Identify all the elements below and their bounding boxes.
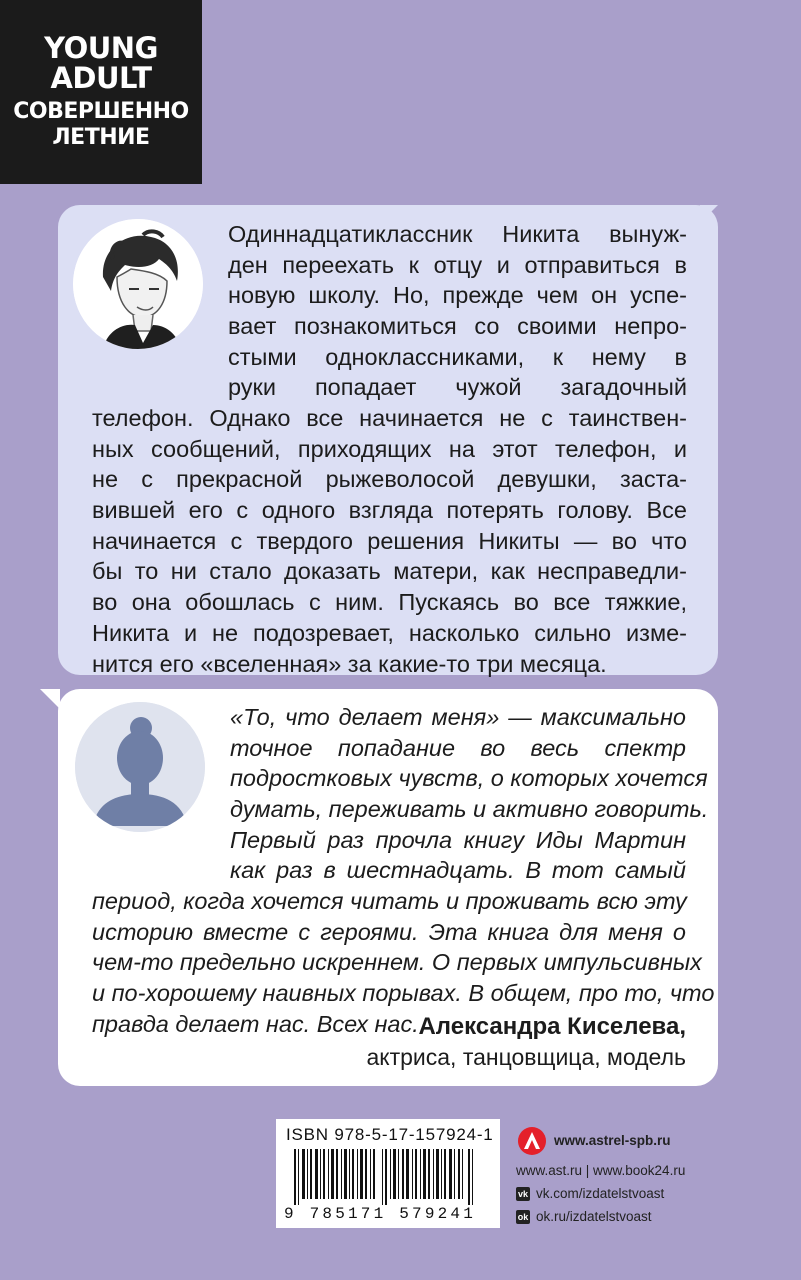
description-line: бы то ни стало доказать матери, как несправедли- bbox=[92, 558, 687, 585]
series-line-sovershenno: СОВЕРШЕННО bbox=[13, 99, 189, 124]
review-line: точное попадание во весь спектр bbox=[230, 734, 686, 761]
isbn-barcode-box bbox=[276, 1119, 500, 1228]
review-line: чем-то предельно искреннем. О первых импульсивных bbox=[92, 949, 702, 976]
review-block-narrow bbox=[230, 702, 709, 886]
description-line: новую школу. Но, прежде чем он успе- bbox=[228, 282, 687, 309]
description-line: ных сообщений, приходящих на этот телефон, и bbox=[92, 435, 687, 462]
description-block-narrow bbox=[228, 219, 687, 403]
publisher-sites-text[interactable]: www.ast.ru | www.book24.ru bbox=[516, 1163, 686, 1178]
series-line-young: YOUNG bbox=[44, 31, 158, 65]
description-line: руки попадает чужой загадочный bbox=[228, 374, 687, 401]
description-line: Одиннадцатиклассник Никита вынуж- bbox=[228, 221, 687, 247]
ast-logo-icon bbox=[518, 1127, 546, 1155]
description-line: Никита и не подозревает, насколько сильно изме- bbox=[92, 619, 687, 646]
review-author-role: актриса, танцовщица, модель bbox=[366, 1044, 686, 1070]
review-line: Первый раз прочла книгу Иды Мартин bbox=[230, 826, 686, 853]
description-line: нится его «вселенная» за какие-то три месяца. bbox=[92, 650, 607, 677]
description-line: стыми одноклассниками, к нему в bbox=[228, 343, 687, 370]
barcode-icon bbox=[294, 1149, 484, 1205]
review-line: подростковых чувств, о которых хочется bbox=[230, 765, 708, 792]
review-line: «То, что делает меня» — максимально bbox=[230, 704, 686, 730]
barcode-digits: 9 785171 579241 bbox=[284, 1205, 477, 1223]
description-line: вившей его с одного взгляда потерять голову. Все bbox=[92, 497, 687, 524]
review-line: правда делает нас. Всех нас. bbox=[92, 1010, 419, 1037]
astrel-site-link[interactable]: www.astrel-spb.ru bbox=[554, 1133, 671, 1148]
ok-link[interactable] bbox=[516, 1209, 652, 1224]
character-portrait-icon bbox=[73, 219, 203, 349]
vk-icon: vk bbox=[517, 1188, 528, 1199]
series-line-letnie: ЛЕТНИЕ bbox=[52, 125, 150, 150]
review-bubble-tail bbox=[40, 689, 60, 709]
ok-icon: ok bbox=[517, 1211, 529, 1222]
description-line: не с прекрасной рыжеволосой девушки, заста- bbox=[92, 466, 687, 493]
isbn-label: ISBN 978-5-17-157924-1 bbox=[286, 1125, 494, 1144]
review-line: как раз в шестнадцать. В тот самый bbox=[230, 857, 686, 884]
description-line: начинается с твердого решения Никиты — во что bbox=[92, 527, 687, 554]
character-portrait-avatar bbox=[73, 219, 203, 349]
description-block-wide bbox=[92, 403, 687, 679]
series-line-adult: ADULT bbox=[50, 61, 152, 95]
series-badge bbox=[0, 0, 202, 184]
review-line: историю вместе с героями. Эта книга для меня о bbox=[92, 918, 686, 945]
description-line: вает познакомиться со своими непро- bbox=[228, 313, 687, 340]
publisher-sites[interactable] bbox=[516, 1163, 685, 1178]
description-line: ден переехать к отцу и отправиться в bbox=[228, 251, 687, 278]
description-line: телефон. Однако все начинается не с таинствен- bbox=[92, 405, 687, 431]
review-line: и по-хорошему наивных порывах. В общем, про то, что bbox=[92, 980, 715, 1007]
vk-link-text[interactable]: vk.com/izdatelstvoast bbox=[536, 1186, 665, 1201]
review-author-name: Александра Киселева, bbox=[418, 1013, 686, 1040]
description-bubble-tail bbox=[700, 205, 718, 223]
ok-link-text[interactable]: ok.ru/izdatelstvoast bbox=[536, 1209, 652, 1224]
review-line: думать, переживать и активно говорить. bbox=[230, 796, 709, 823]
review-line: период, когда хочется читать и проживать всю эту bbox=[92, 888, 687, 914]
vk-link[interactable] bbox=[516, 1186, 664, 1201]
person-silhouette-icon bbox=[75, 702, 205, 832]
reviewer-avatar bbox=[75, 702, 205, 832]
description-line: во она обошлась с ним. Пускаясь во все тяжкие, bbox=[92, 589, 687, 616]
